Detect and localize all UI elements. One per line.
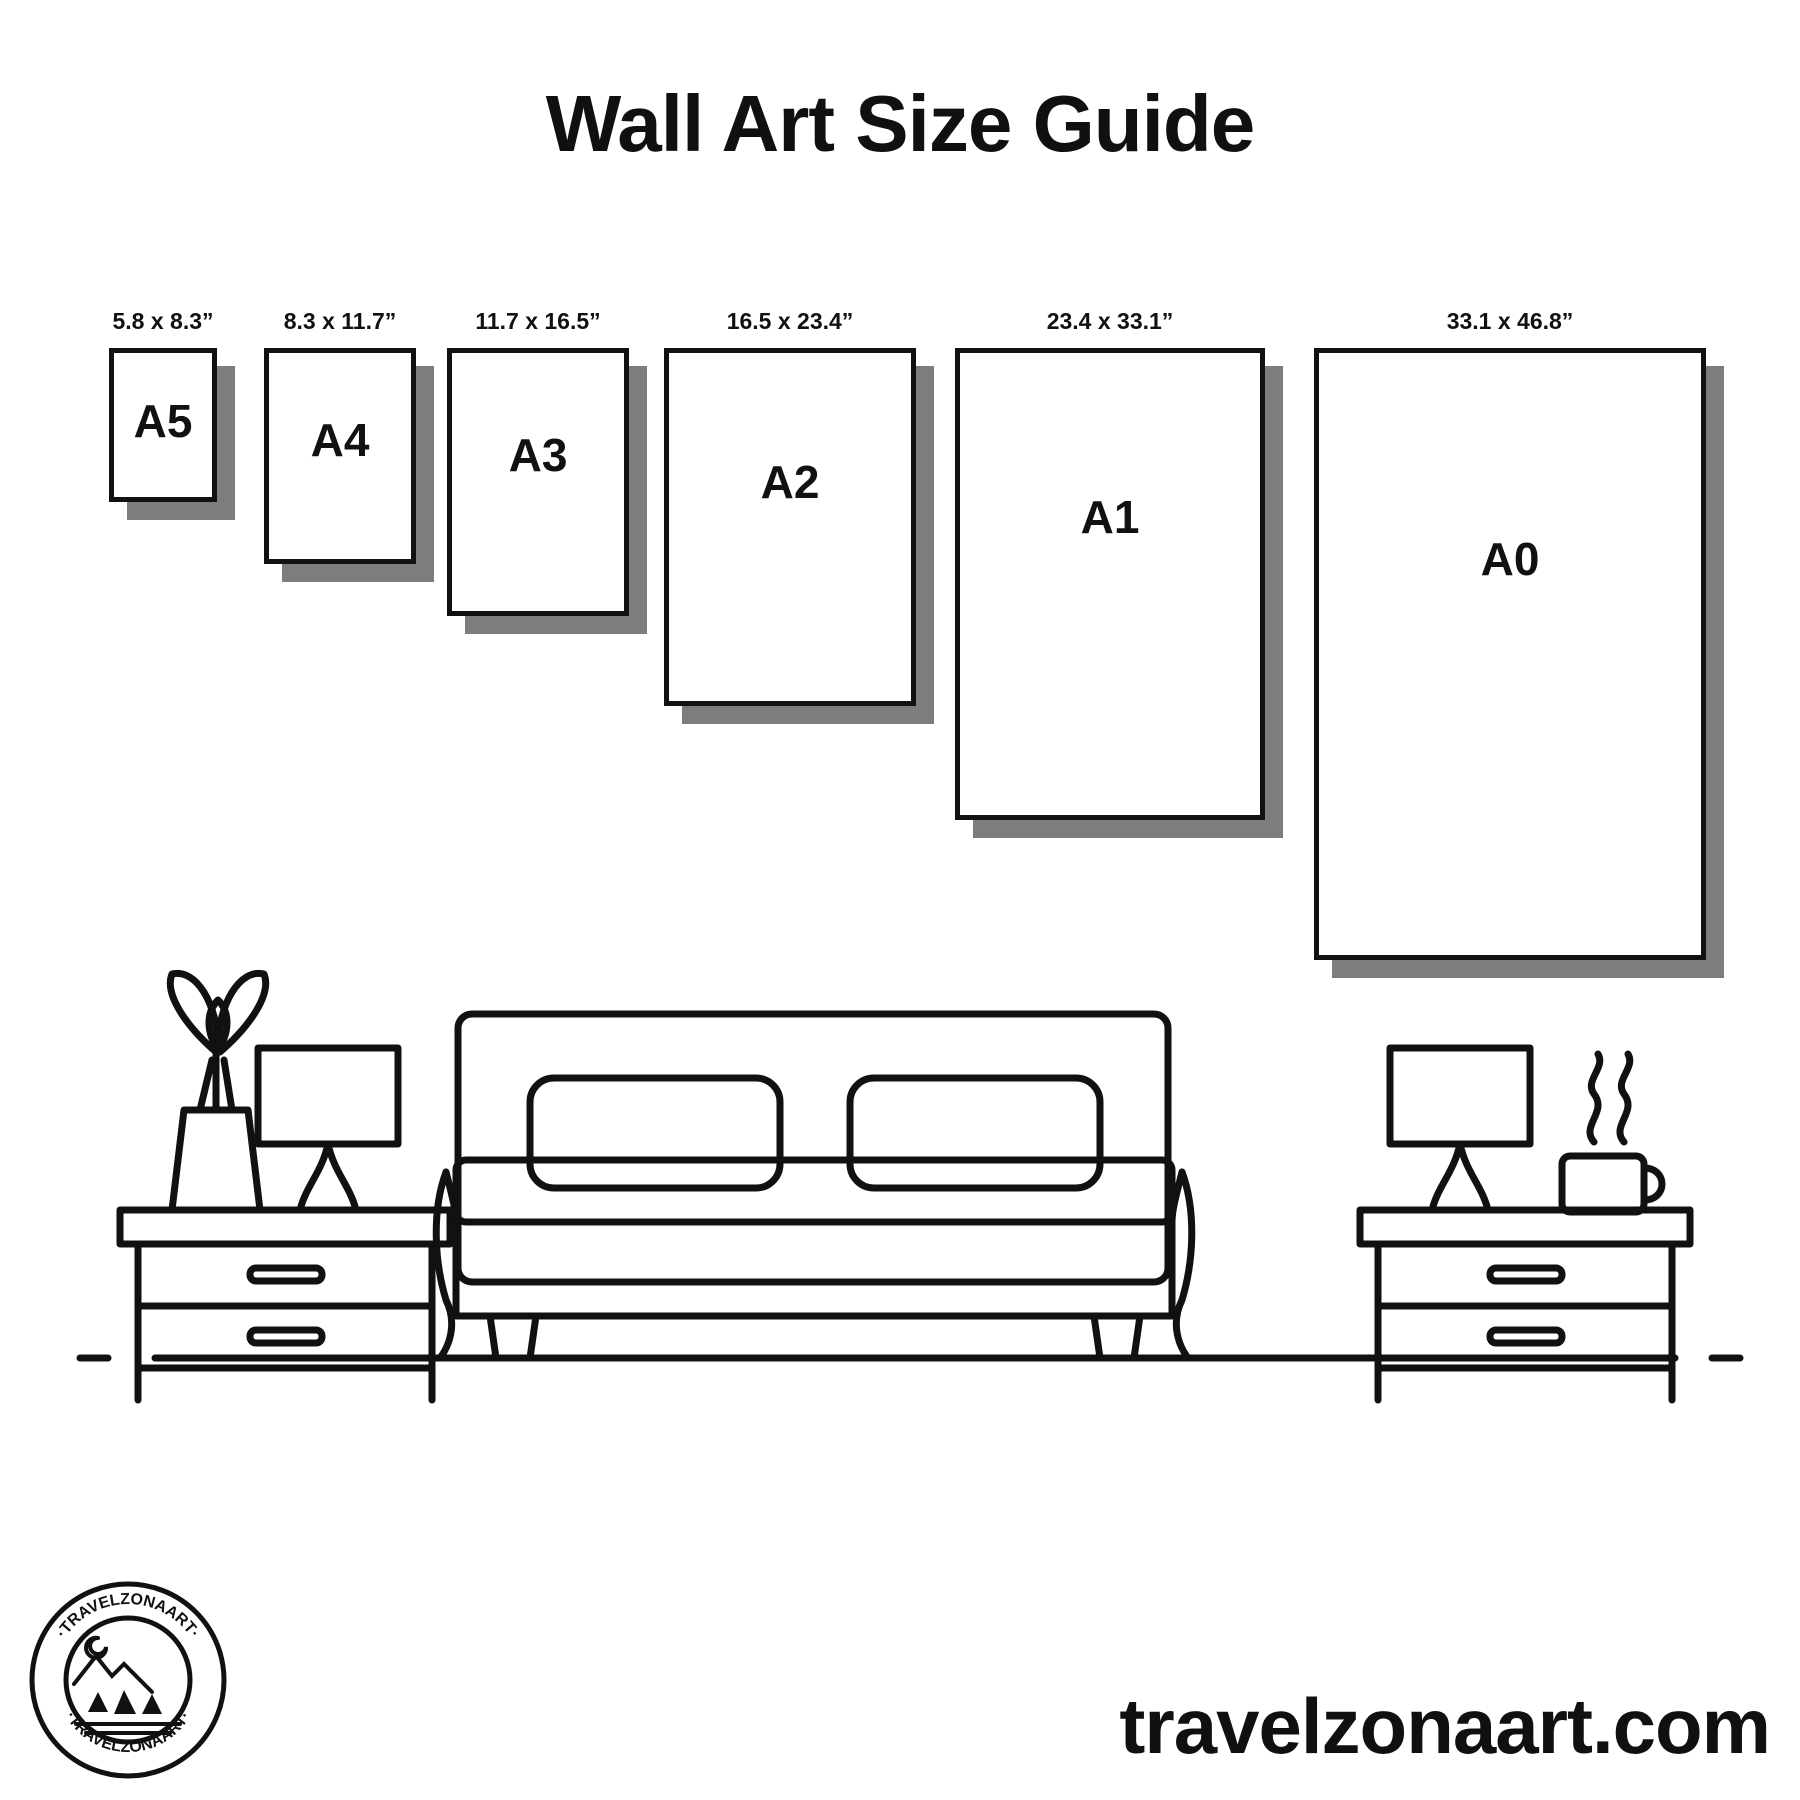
size-frame-a4	[264, 308, 416, 564]
size-frame-a0	[1314, 308, 1706, 960]
size-name-label: A1	[1080, 491, 1140, 543]
size-frame-a1	[955, 308, 1265, 820]
page-title: Wall Art Size Guide	[545, 79, 1255, 168]
bed	[436, 1014, 1192, 1358]
size-name-label: A3	[508, 429, 568, 481]
size-dimensions-label: 5.8 x 8.3”	[112, 308, 214, 334]
svg-text:·TRAVELZONAART·: ·TRAVELZONAART·	[61, 1708, 195, 1757]
coffee-cup	[1562, 1054, 1662, 1212]
vase-with-plant	[170, 973, 265, 1210]
frame-outline	[447, 348, 629, 616]
right-table-lamp	[1390, 1048, 1530, 1210]
brand-logo	[28, 1580, 228, 1780]
bedroom-illustration	[60, 960, 1760, 1480]
size-name-label: A0	[1480, 533, 1540, 585]
frame-outline	[1314, 348, 1706, 960]
right-nightstand	[1360, 1210, 1690, 1400]
size-dimensions-label: 23.4 x 33.1”	[1046, 308, 1174, 334]
size-name-label: A5	[133, 395, 193, 447]
size-frame-a3	[447, 308, 629, 616]
size-dimensions-label: 16.5 x 23.4”	[726, 308, 854, 334]
left-table-lamp	[258, 1048, 398, 1210]
size-name-label: A4	[310, 414, 370, 466]
website-url: travelzonaart.com	[1119, 1682, 1770, 1770]
frame-outline	[955, 348, 1265, 820]
size-dimensions-label: 11.7 x 16.5”	[475, 308, 601, 334]
size-frame-a5	[109, 308, 217, 502]
size-dimensions-label: 33.1 x 46.8”	[1446, 308, 1574, 334]
size-dimensions-label: 8.3 x 11.7”	[283, 308, 397, 334]
svg-text:·TRAVELZONAART·: ·TRAVELZONAART·	[53, 1590, 203, 1642]
frame-outline	[664, 348, 916, 706]
size-frame-a2	[664, 308, 916, 706]
left-nightstand	[120, 1210, 450, 1400]
size-name-label: A2	[760, 456, 820, 508]
